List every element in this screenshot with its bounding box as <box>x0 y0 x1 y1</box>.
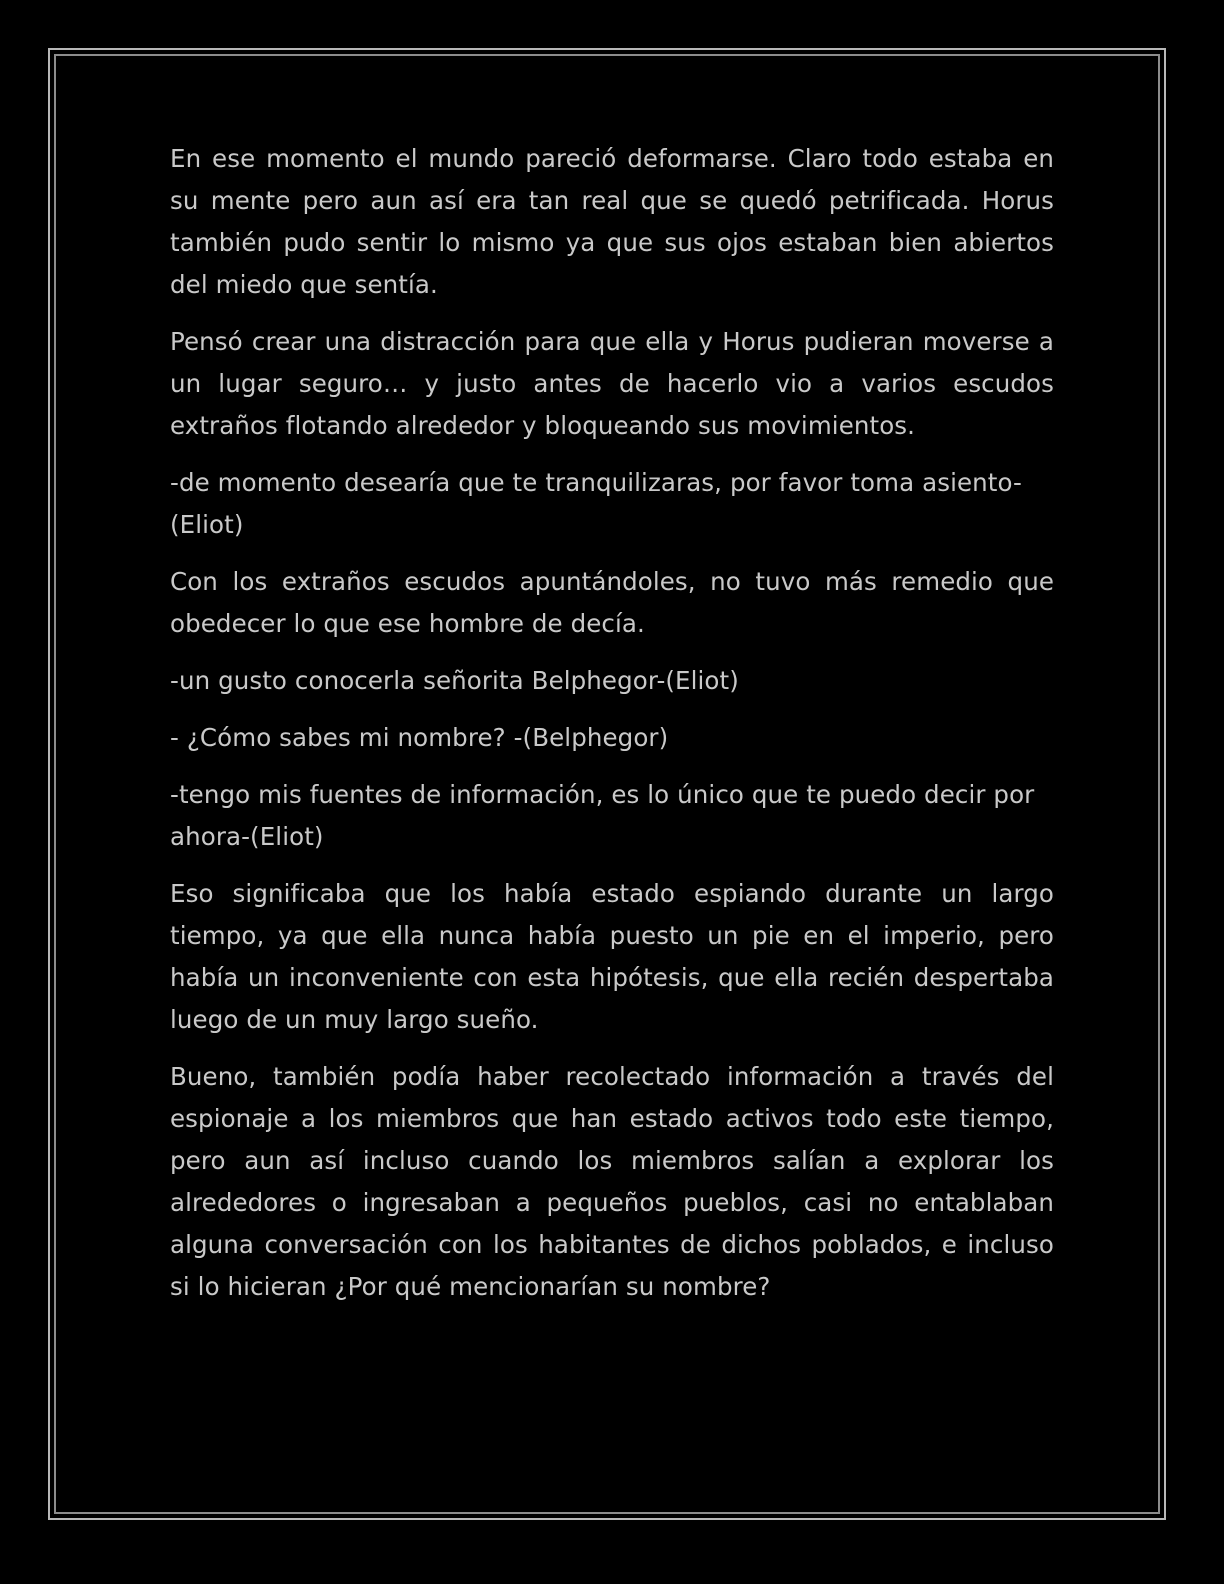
paragraph-5: Bueno, también podía haber recolectado información a través del espionaje a los miembros que han estado activos todo este tiempo, pero aun así incluso cuando los miembros salían a explorar los alrededores o ingresaban a pequeños pueblos, casi no entablaban alguna conversación con los habitantes de dichos poblados, e incluso si lo hicieran ¿Por qué mencionarían su nombre? <box>170 1062 1054 1301</box>
dialogue-line-3: - ¿Cómo sabes mi nombre? -(Belphegor) <box>170 723 669 752</box>
dialogue-line-1: -de momento desearía que te tranquilizaras, por favor toma asiento-(Eliot) <box>170 468 1022 539</box>
dialogue-line-4: -tengo mis fuentes de información, es lo único que te puedo decir por ahora-(Eliot) <box>170 780 1035 851</box>
paragraph-1: En ese momento el mundo pareció deformarse. Claro todo estaba en su mente pero aun así era tan real que se quedó petrificada. Horus también pudo sentir lo mismo ya que sus ojos estaban bien abiertos del miedo que sentía. <box>170 144 1054 299</box>
document-body <box>170 138 1054 1323</box>
paragraph-4: Eso significaba que los había estado espiando durante un largo tiempo, ya que ella nunca había puesto un pie en el imperio, pero había un inconveniente con esta hipótesis, que ella recién despertaba luego de un muy largo sueño. <box>170 879 1054 1034</box>
paragraph-2: Pensó crear una distracción para que ella y Horus pudieran moverse a un lugar seguro… y justo antes de hacerlo vio a varios escudos extraños flotando alrededor y bloqueando sus movimientos. <box>170 327 1054 440</box>
dialogue-line-2: -un gusto conocerla señorita Belphegor-(Eliot) <box>170 666 739 695</box>
paragraph-3: Con los extraños escudos apuntándoles, no tuvo más remedio que obedecer lo que ese hombre de decía. <box>170 567 1054 638</box>
